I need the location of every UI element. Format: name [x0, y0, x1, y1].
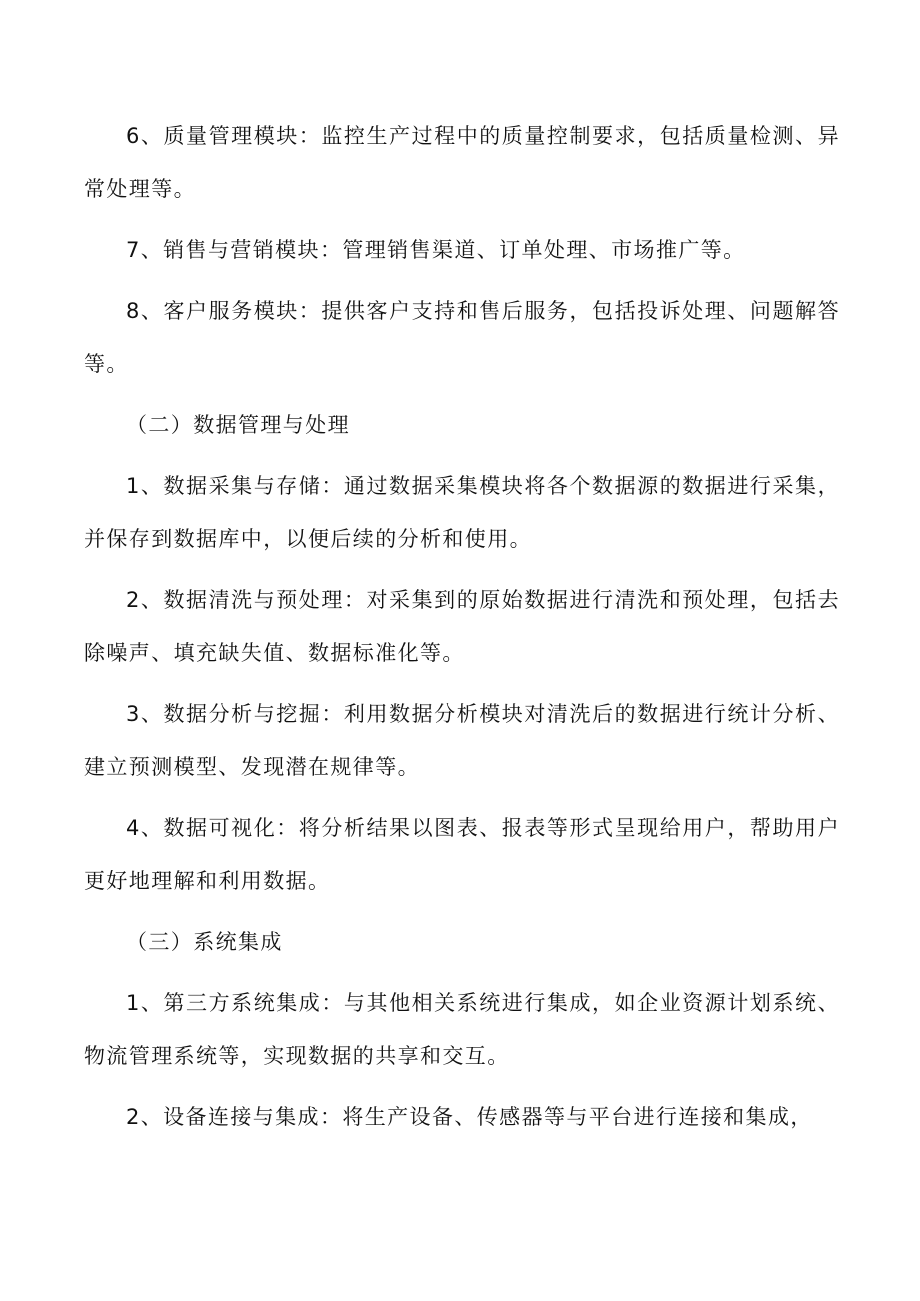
paragraph-customer-service-module: 8、客户服务模块：提供客户支持和售后服务，包括投诉处理、问题解答等。	[84, 299, 840, 376]
section-heading-system-integration: （三）系统集成	[126, 930, 283, 954]
document-body	[84, 110, 840, 1152]
paragraph-sales-module: 7、销售与营销模块：管理销售渠道、订单处理、市场推广等。	[126, 238, 746, 262]
paragraph-data-visualization: 4、数据可视化：将分析结果以图表、报表等形式呈现给用户，帮助用户更好地理解和利用数据。	[84, 816, 840, 893]
paragraph-device-integration: 2、设备连接与集成：将生产设备、传感器等与平台进行连接和集成，	[126, 1105, 813, 1129]
paragraph-data-analysis: 3、数据分析与挖掘：利用数据分析模块对清洗后的数据进行统计分析、建立预测模型、发现潜在规律等。	[84, 702, 840, 779]
paragraph-quality-module: 6、质量管理模块：监控生产过程中的质量控制要求，包括质量检测、异常处理等。	[84, 124, 840, 201]
paragraph-data-collection: 1、数据采集与存储：通过数据采集模块将各个数据源的数据进行采集，并保存到数据库中，以便后续的分析和使用。	[84, 474, 840, 551]
section-heading-data-management: （二）数据管理与处理	[126, 413, 350, 437]
paragraph-third-party-integration: 1、第三方系统集成：与其他相关系统进行集成，如企业资源计划系统、物流管理系统等，实现数据的共享和交互。	[84, 991, 840, 1068]
paragraph-data-cleaning: 2、数据清洗与预处理：对采集到的原始数据进行清洗和预处理，包括去除噪声、填充缺失值、数据标准化等。	[84, 588, 840, 665]
